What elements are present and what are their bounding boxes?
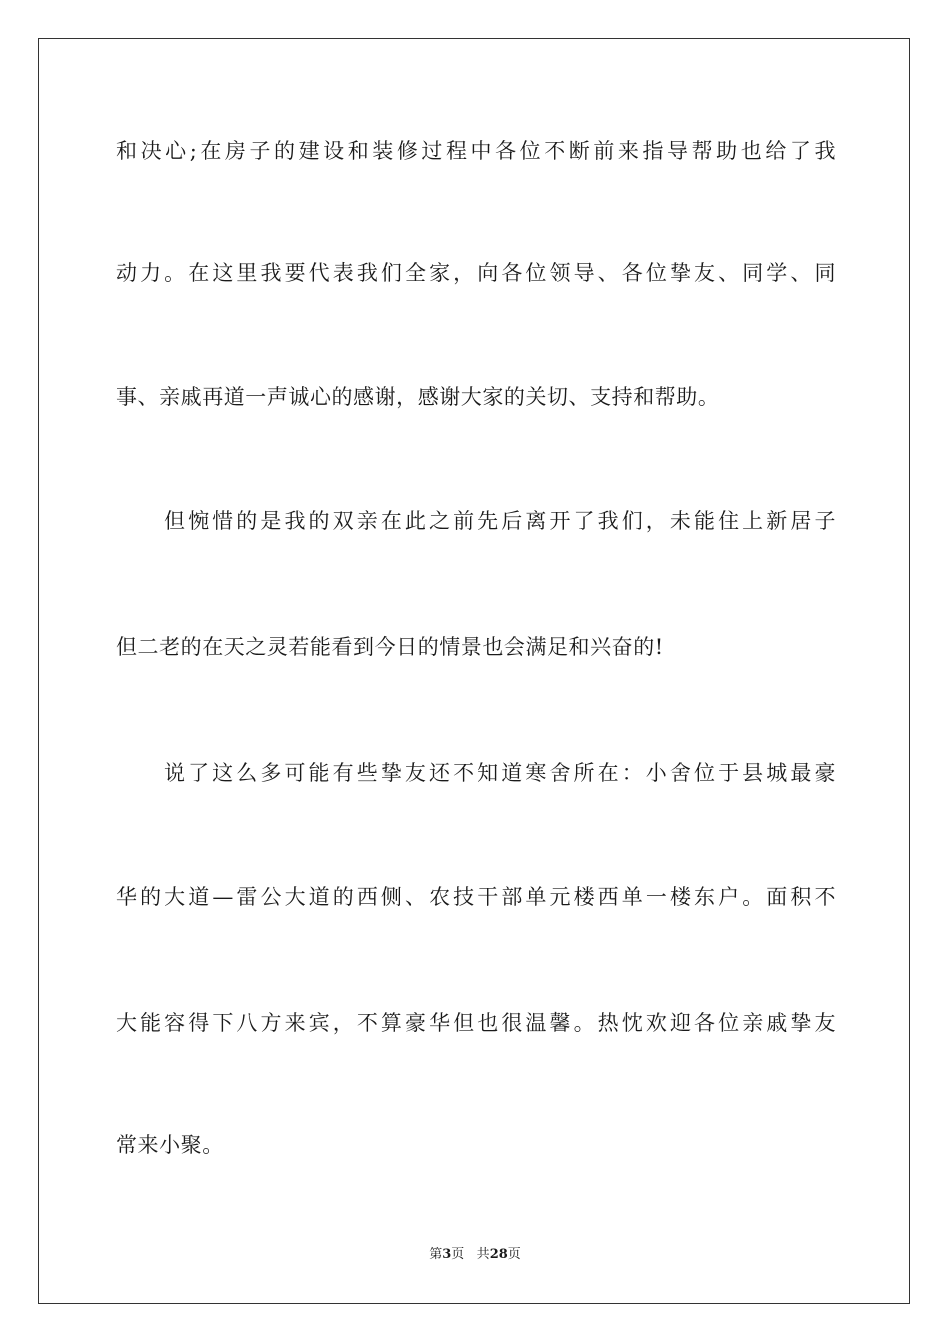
paragraph-line-3: 事、亲戚再道一声诚心的感谢，感谢大家的关切、支持和帮助。 xyxy=(116,385,720,409)
paragraph-line-1: 和决心;在房子的建设和装修过程中各位不断前来指导帮助也给了我 xyxy=(116,139,836,163)
page-footer xyxy=(0,1247,950,1263)
paragraph-line-2: 动力。在这里我要代表我们全家，向各位领导、各位挚友、同学、同 xyxy=(116,261,836,285)
footer-total-prefix: 共 xyxy=(476,1247,490,1262)
paragraph-line-4: 但惋惜的是我的双亲在此之前先后离开了我们，未能住上新居子 xyxy=(164,509,836,533)
footer-page-prefix: 第 xyxy=(429,1247,443,1262)
footer-total-suffix: 页 xyxy=(507,1247,521,1262)
paragraph-line-5: 但二老的在天之灵若能看到今日的情景也会满足和兴奋的! xyxy=(116,635,664,659)
page-frame xyxy=(38,38,910,1304)
paragraph-line-8: 大能容得下八方来宾，不算豪华但也很温馨。热忱欢迎各位亲戚挚友 xyxy=(116,1011,836,1035)
footer-page-suffix: 页 xyxy=(451,1247,465,1262)
footer-page-number: 3 xyxy=(442,1247,452,1262)
paragraph-line-7: 华的大道—雷公大道的西侧、农技干部单元楼西单一楼东户。面积不 xyxy=(116,885,836,909)
paragraph-line-6: 说了这么多可能有些挚友还不知道寒舍所在：小舍位于县城最豪 xyxy=(164,761,836,785)
paragraph-line-9: 常来小聚。 xyxy=(116,1133,224,1157)
footer-total-pages: 28 xyxy=(489,1247,508,1262)
